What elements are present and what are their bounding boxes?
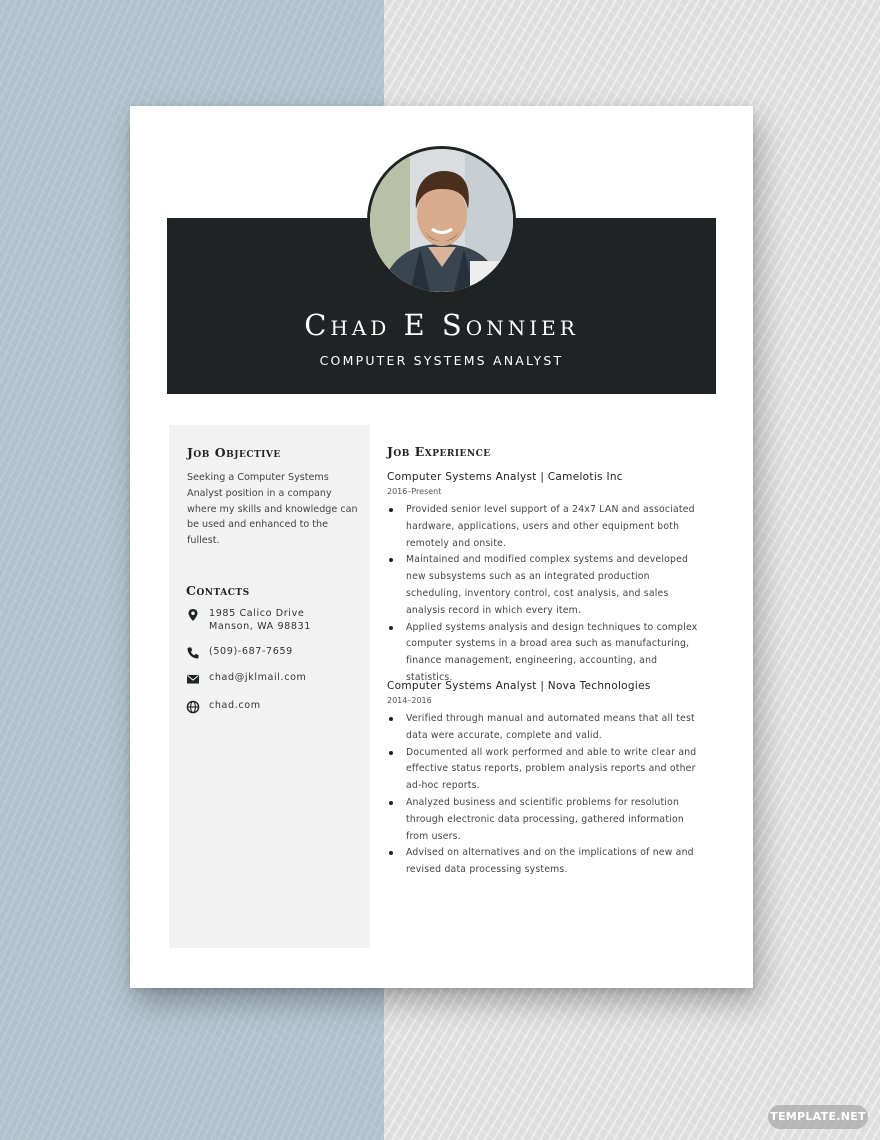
bullet-item: Analyzed business and scientific problems for resolution through electronic data processing, gathered information from users. bbox=[387, 795, 707, 845]
bullet-item: Documented all work performed and able to write clear and effective status reports, problem analysis reports and other ad-hoc reports. bbox=[387, 745, 707, 795]
website-link[interactable]: chad.com bbox=[209, 700, 261, 711]
bullet-item: Verified through manual and automated means that all test data were accurate, complete and valid. bbox=[387, 711, 707, 745]
phone-icon bbox=[186, 646, 200, 660]
sidebar bbox=[169, 425, 370, 948]
envelope-icon bbox=[186, 672, 200, 686]
objective-section bbox=[187, 445, 359, 549]
job-bullets bbox=[387, 711, 707, 879]
experience-section bbox=[387, 425, 707, 876]
address-line1: 1985 Calico Drive bbox=[209, 608, 305, 619]
job-entry-2 bbox=[387, 680, 707, 879]
job-dates: 2016–Present bbox=[387, 487, 442, 496]
email-address[interactable]: chad@jklmail.com bbox=[209, 672, 307, 683]
bullet-item: Advised on alternatives and on the implications of new and revised data processing systems. bbox=[387, 845, 707, 879]
profile-photo bbox=[367, 146, 516, 295]
address-line2: Manson, WA 98831 bbox=[209, 620, 311, 632]
objective-text: Seeking a Computer Systems Analyst position in a company where my skills and knowledge can be used and enhanced to the fullest. bbox=[187, 472, 358, 547]
watermark-badge: TEMPLATE.NET bbox=[768, 1105, 868, 1129]
map-pin-icon bbox=[186, 608, 200, 622]
job-title: Computer Systems Analyst | Nova Technologies bbox=[387, 680, 651, 692]
resume-name: Chad E Sonnier bbox=[304, 308, 579, 342]
job-bullets bbox=[387, 502, 707, 687]
phone-number: (509)-687-7659 bbox=[209, 646, 293, 657]
job-entry-1 bbox=[387, 471, 707, 687]
resume-job-title: COMPUTER SYSTEMS ANALYST bbox=[319, 353, 564, 368]
bullet-item: Provided senior level support of a 24x7 LAN and associated hardware, applications, users and other equipment both remotely and onsite. bbox=[387, 502, 707, 552]
job-dates: 2014–2016 bbox=[387, 696, 432, 705]
bullet-item: Applied systems analysis and design techniques to complex computer systems in a broad area such as manufacturing, finance management, engineering, accounting, and statistics. bbox=[387, 620, 707, 687]
contacts-heading: Contacts bbox=[186, 583, 250, 598]
resume-sheet bbox=[130, 106, 753, 988]
profile-photo-illustration bbox=[370, 149, 513, 292]
bullet-item: Maintained and modified complex systems and developed new subsystems such as an integrated production scheduling, inventory control, cost analysis, and sales analysis record in which every item. bbox=[387, 552, 707, 619]
globe-icon bbox=[186, 700, 200, 714]
contacts-section bbox=[186, 583, 364, 711]
experience-heading: Job Experience bbox=[387, 444, 491, 459]
job-title: Computer Systems Analyst | Camelotis Inc bbox=[387, 471, 623, 483]
objective-heading: Job Objective bbox=[187, 445, 281, 460]
